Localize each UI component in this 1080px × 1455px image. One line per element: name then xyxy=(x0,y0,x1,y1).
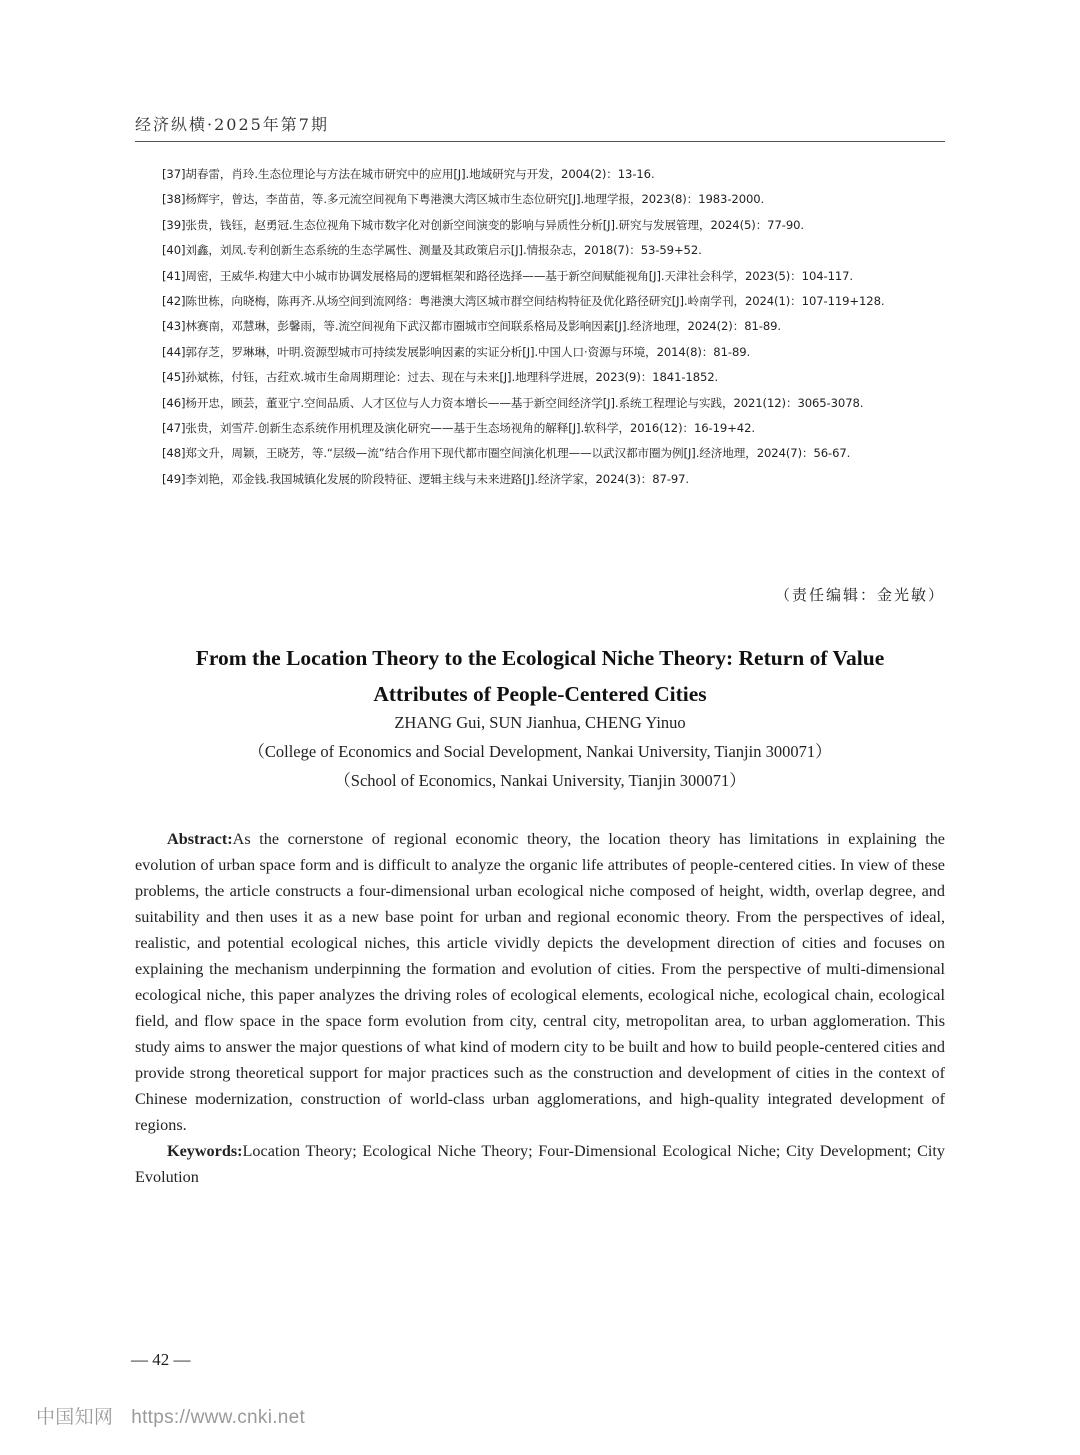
page-number: — 42 — xyxy=(131,1350,191,1369)
reference-item: [37]胡春雷，肖玲.生态位理论与方法在城市研究中的应用[J].地域研究与开发，2004(2)：13-16. xyxy=(162,167,655,181)
watermark-url: https://www.cnki.net xyxy=(131,1407,306,1428)
reference-item: [40]刘鑫，刘凤.专利创新生态系统的生态学属性、测量及其政策启示[J].情报杂志，2018(7)：53-59+52. xyxy=(162,243,702,258)
abstract-label: Abstract: xyxy=(167,830,233,848)
editor-note: （责任编辑：金光敏） xyxy=(774,586,945,604)
affiliation-2: （School of Economics, Nankai University, Tianjin 300071） xyxy=(334,771,746,790)
abstract-paragraph xyxy=(135,826,945,1138)
reference-item: [44]郭存芝，罗琳琳，叶明.资源型城市可持续发展影响因素的实证分析[J].中国人口·资源与环境，2014(8)：81-89. xyxy=(162,344,751,359)
watermark xyxy=(36,1402,305,1429)
english-title-line-1: From the Location Theory to the Ecological Niche Theory: Return of Value xyxy=(195,646,885,670)
english-title-line-2: Attributes of People-Centered Cities xyxy=(373,682,707,706)
watermark-brand: 中国知网 xyxy=(36,1406,114,1428)
reference-item: [42]陈世栋，向晓梅，陈再齐.从场空间到流网络：粤港澳大湾区城市群空间结构特征及优化路径研究[J].岭南学刊，2024(1)：107-119+128. xyxy=(162,294,885,309)
running-header: 经济纵横·2025年第7期 xyxy=(135,115,329,134)
reference-item: [39]张贵，钱钰，赵勇冠.生态位视角下城市数字化对创新空间演变的影响与异质性分析[J].研究与发展管理，2024(5)：77-90. xyxy=(162,217,804,232)
affiliation-1: （College of Economics and Social Development, Nankai University, Tianjin 300071） xyxy=(248,742,832,761)
reference-item: [46]杨开忠，顾芸，董亚宁.空间品质、人才区位与人力资本增长——基于新空间经济学[J].系统工程理论与实践，2021(12)：3065-3078. xyxy=(162,395,864,410)
reference-item: [47]张贵，刘雪芹.创新生态系统作用机理及演化研究——基于生态场视角的解释[J].软科学，2016(12)：16-19+42. xyxy=(162,421,755,436)
reference-item: [38]杨辉宇，曾达，李苗苗，等.多元流空间视角下粤港澳大湾区城市生态位研究[J].地理学报，2023(8)：1983-2000. xyxy=(162,192,765,207)
abstract-text: As the cornerstone of regional economic theory, the location theory has limitations in explaining the evolution of urban space form and is difficult to analyze the organic life attributes of people-centered cities. In view of these problems, the article constructs a four-dimensional urban ecological niche composed of height, width, overlap degree, and suitability and then uses it as a new base point for urban and regional economic theory. From the perspectives of ideal, realistic, and potential ecological niches, this article vividly depicts the development direction of cities and focuses on explaining the mechanism underpinning the formation and evolution of cities. From the perspective of multi-dimensional ecological niche, this paper analyzes the driving roles of ecological elements, ecological niche, ecological chain, ecological field, and flow space in the space form evolution from city, central city, metropolitan area, to urban agglomeration. This study aims to answer the major questions of what kind of modern city to be built and how to build people-centered cities and provide strong theoretical support for major practices such as the construction and development of cities in the context of Chinese modernization, construction of world-class urban agglomerations, and high-quality integrated development of regions. xyxy=(135,830,945,1134)
abstract-block xyxy=(135,826,945,1190)
author-list: ZHANG Gui, SUN Jianhua, CHENG Yinuo xyxy=(394,713,686,732)
keywords-paragraph xyxy=(135,1138,945,1190)
header-divider xyxy=(135,141,945,142)
english-title xyxy=(135,640,945,712)
reference-item: [41]周密，王威华.构建大中小城市协调发展格局的逻辑框架和路径选择——基于新空间赋能视角[J].天津社会科学，2023(5)：104-117. xyxy=(162,268,853,283)
reference-item: [48]郑文升，周颖，王晓芳，等.“层级—流”结合作用下现代都市圈空间演化机理——以武汉都市圈为例[J].经济地理，2024(7)：56-67. xyxy=(162,446,851,461)
keywords-text: Location Theory; Ecological Niche Theory; Four-Dimensional Ecological Niche; City Development; City Evolution xyxy=(135,1142,945,1186)
reference-item: [43]林赛南，邓慧琳，彭馨雨，等.流空间视角下武汉都市圈城市空间联系格局及影响因素[J].经济地理，2024(2)：81-89. xyxy=(162,319,781,334)
reference-item: [45]孙斌栋，付钰，古荭欢.城市生命周期理论：过去、现在与未来[J].地理科学进展，2023(9)：1841-1852. xyxy=(162,370,719,385)
reference-list xyxy=(135,162,945,492)
keywords-label: Keywords: xyxy=(167,1142,243,1160)
reference-item: [49]李刘艳，邓金钱.我国城镇化发展的阶段特征、逻辑主线与未来进路[J].经济学家，2024(3)：87-97. xyxy=(162,471,690,486)
